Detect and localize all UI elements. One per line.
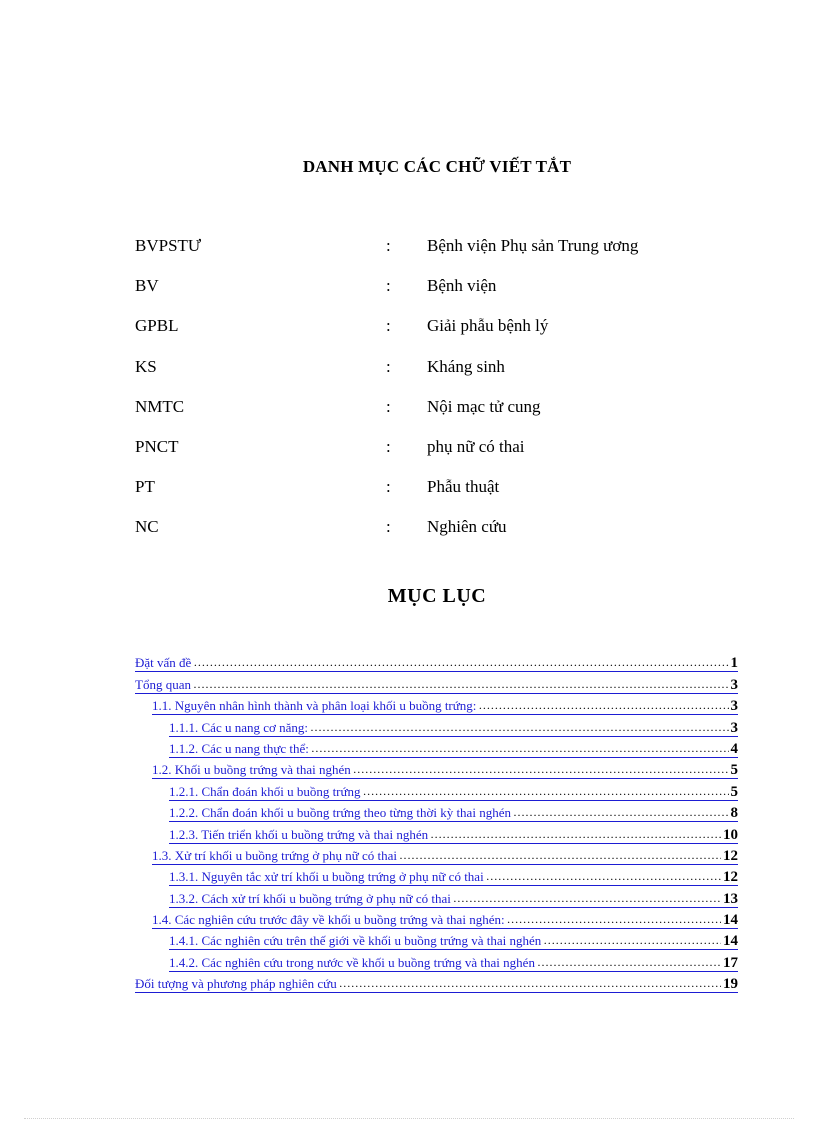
toc-entry[interactable]	[169, 929, 738, 950]
table-of-contents	[135, 651, 738, 993]
abbreviation-row	[135, 276, 695, 316]
toc-entry[interactable]	[169, 779, 738, 800]
abbreviation-separator: :	[386, 356, 391, 376]
toc-link[interactable]: 1.4. Các nghiên cứu trước đây về khối u buồng trứng và thai nghén:	[152, 912, 505, 928]
toc-entry[interactable]	[135, 672, 738, 693]
toc-leader-dots	[363, 784, 729, 800]
toc-entry[interactable]	[169, 715, 738, 736]
toc-leader-dots	[478, 698, 728, 714]
toc-page-number[interactable]: 1	[730, 655, 738, 672]
toc-entry[interactable]	[169, 886, 738, 907]
abbreviations-title: DANH MỤC CÁC CHỮ VIẾT TẮT	[302, 157, 572, 176]
toc-page-number[interactable]: 4	[730, 740, 738, 757]
abbreviation-value: Nội mạc tử cung	[427, 396, 541, 416]
abbreviation-separator: :	[386, 396, 391, 416]
toc-leader-dots	[507, 912, 721, 928]
abbreviation-row	[135, 437, 695, 477]
abbreviation-key: PT	[135, 477, 155, 497]
toc-leader-dots	[399, 848, 721, 864]
toc-link[interactable]: 1.2. Khối u buồng trứng và thai nghén	[152, 762, 351, 778]
toc-entry[interactable]	[169, 822, 738, 843]
toc-page-number[interactable]: 3	[730, 719, 738, 736]
toc-leader-dots	[430, 827, 721, 843]
toc-leader-dots	[486, 869, 721, 885]
toc-entry[interactable]	[169, 737, 738, 758]
abbreviation-key: KS	[135, 356, 157, 376]
toc-link[interactable]: Tổng quan	[135, 676, 191, 692]
toc-page-number[interactable]: 14	[723, 912, 738, 929]
abbreviation-key: BVPSTƯ	[135, 236, 202, 255]
abbreviation-key: NC	[135, 517, 159, 537]
toc-page-number[interactable]: 10	[723, 826, 738, 843]
toc-entry[interactable]	[169, 801, 738, 822]
abbreviation-value: phụ nữ có thai	[427, 436, 525, 456]
abbreviation-value: Bệnh viện Phụ sản Trung ương	[427, 236, 639, 255]
toc-page-number[interactable]: 12	[723, 869, 738, 886]
toc-entry[interactable]	[135, 972, 738, 993]
toc-link[interactable]: 1.2.3. Tiến triển khối u buồng trứng và thai nghén	[169, 826, 429, 842]
abbreviation-value: Kháng sinh	[427, 356, 505, 376]
toc-link[interactable]: 1.1.1. Các u nang cơ năng:	[169, 719, 309, 735]
abbreviation-row	[135, 357, 695, 397]
toc-leader-dots	[537, 955, 721, 971]
toc-page-number[interactable]: 17	[723, 954, 738, 971]
toc-leader-dots	[453, 891, 721, 907]
abbreviations-list	[135, 236, 695, 558]
toc-link[interactable]: Đối tượng và phương pháp nghiên cứu	[135, 976, 337, 992]
abbreviation-separator: :	[386, 517, 391, 537]
toc-title: MỤC LỤC	[387, 585, 487, 607]
abbreviation-separator: :	[386, 436, 391, 456]
toc-link[interactable]: 1.1.2. Các u nang thực thể:	[169, 740, 309, 756]
toc-page-number[interactable]: 3	[730, 698, 738, 715]
toc-entry[interactable]	[135, 651, 738, 672]
toc-leader-dots	[193, 655, 728, 671]
toc-leader-dots	[310, 720, 728, 736]
abbreviation-separator: :	[386, 236, 391, 255]
toc-entry[interactable]	[152, 758, 738, 779]
toc-leader-dots	[339, 976, 721, 992]
toc-page-number[interactable]: 8	[730, 805, 738, 822]
abbreviation-key: BV	[135, 276, 159, 296]
toc-page-number[interactable]: 12	[723, 847, 738, 864]
toc-page-number[interactable]: 5	[730, 762, 738, 779]
toc-leader-dots	[543, 933, 721, 949]
toc-page-number[interactable]: 14	[723, 933, 738, 950]
toc-link[interactable]: 1.2.1. Chẩn đoán khối u buồng trứng	[169, 783, 361, 799]
abbreviation-separator: :	[386, 477, 391, 497]
toc-entry[interactable]	[169, 950, 738, 971]
toc-link[interactable]: 1.3.2. Cách xử trí khối u buồng trứng ở phụ nữ có thai	[169, 890, 451, 906]
abbreviation-row	[135, 397, 695, 437]
toc-link[interactable]: 1.4.1. Các nghiên cứu trên thế giới về khối u buồng trứng và thai nghén	[169, 933, 542, 949]
toc-link[interactable]: 1.3. Xử trí khối u buồng trứng ở phụ nữ có thai	[152, 847, 398, 863]
toc-leader-dots	[353, 762, 729, 778]
abbreviation-value: Phẫu thuật	[427, 477, 500, 497]
toc-entry[interactable]	[152, 908, 738, 929]
abbreviation-value: Giải phẫu bệnh lý	[427, 316, 549, 336]
toc-page-number[interactable]: 5	[730, 783, 738, 800]
abbreviation-key: GPBL	[135, 316, 179, 336]
toc-leader-dots	[193, 677, 729, 693]
toc-entry[interactable]	[169, 865, 738, 886]
toc-link[interactable]: 1.4.2. Các nghiên cứu trong nước về khối u buồng trứng và thai nghén	[169, 954, 535, 970]
toc-page-number[interactable]: 19	[723, 976, 738, 993]
abbreviation-row	[135, 236, 695, 276]
toc-link[interactable]: 1.2.2. Chẩn đoán khối u buồng trứng theo từng thời kỳ thai nghén	[169, 805, 511, 821]
abbreviation-key: PNCT	[135, 436, 179, 456]
page-bottom-divider	[24, 1118, 794, 1119]
toc-link[interactable]: Đặt vấn đề	[135, 655, 192, 671]
toc-link[interactable]: 1.1. Nguyên nhân hình thành và phân loại khối u buồng trứng:	[152, 698, 477, 714]
toc-entry[interactable]	[152, 844, 738, 865]
abbreviation-key: NMTC	[135, 396, 185, 416]
abbreviation-value: Bệnh viện	[427, 276, 497, 296]
abbreviation-value: Nghiên cứu	[427, 517, 507, 537]
toc-entry[interactable]	[152, 694, 738, 715]
toc-page-number[interactable]: 13	[723, 890, 738, 907]
toc-link[interactable]: 1.3.1. Nguyên tắc xử trí khối u buồng trứng ở phụ nữ có thai	[169, 869, 484, 885]
abbreviation-row	[135, 477, 695, 517]
toc-page-number[interactable]: 3	[730, 676, 738, 693]
abbreviation-row	[135, 316, 695, 356]
toc-leader-dots	[513, 805, 729, 821]
abbreviation-separator: :	[386, 316, 391, 336]
toc-leader-dots	[311, 741, 729, 757]
abbreviation-separator: :	[386, 276, 391, 296]
abbreviation-row	[135, 517, 695, 557]
